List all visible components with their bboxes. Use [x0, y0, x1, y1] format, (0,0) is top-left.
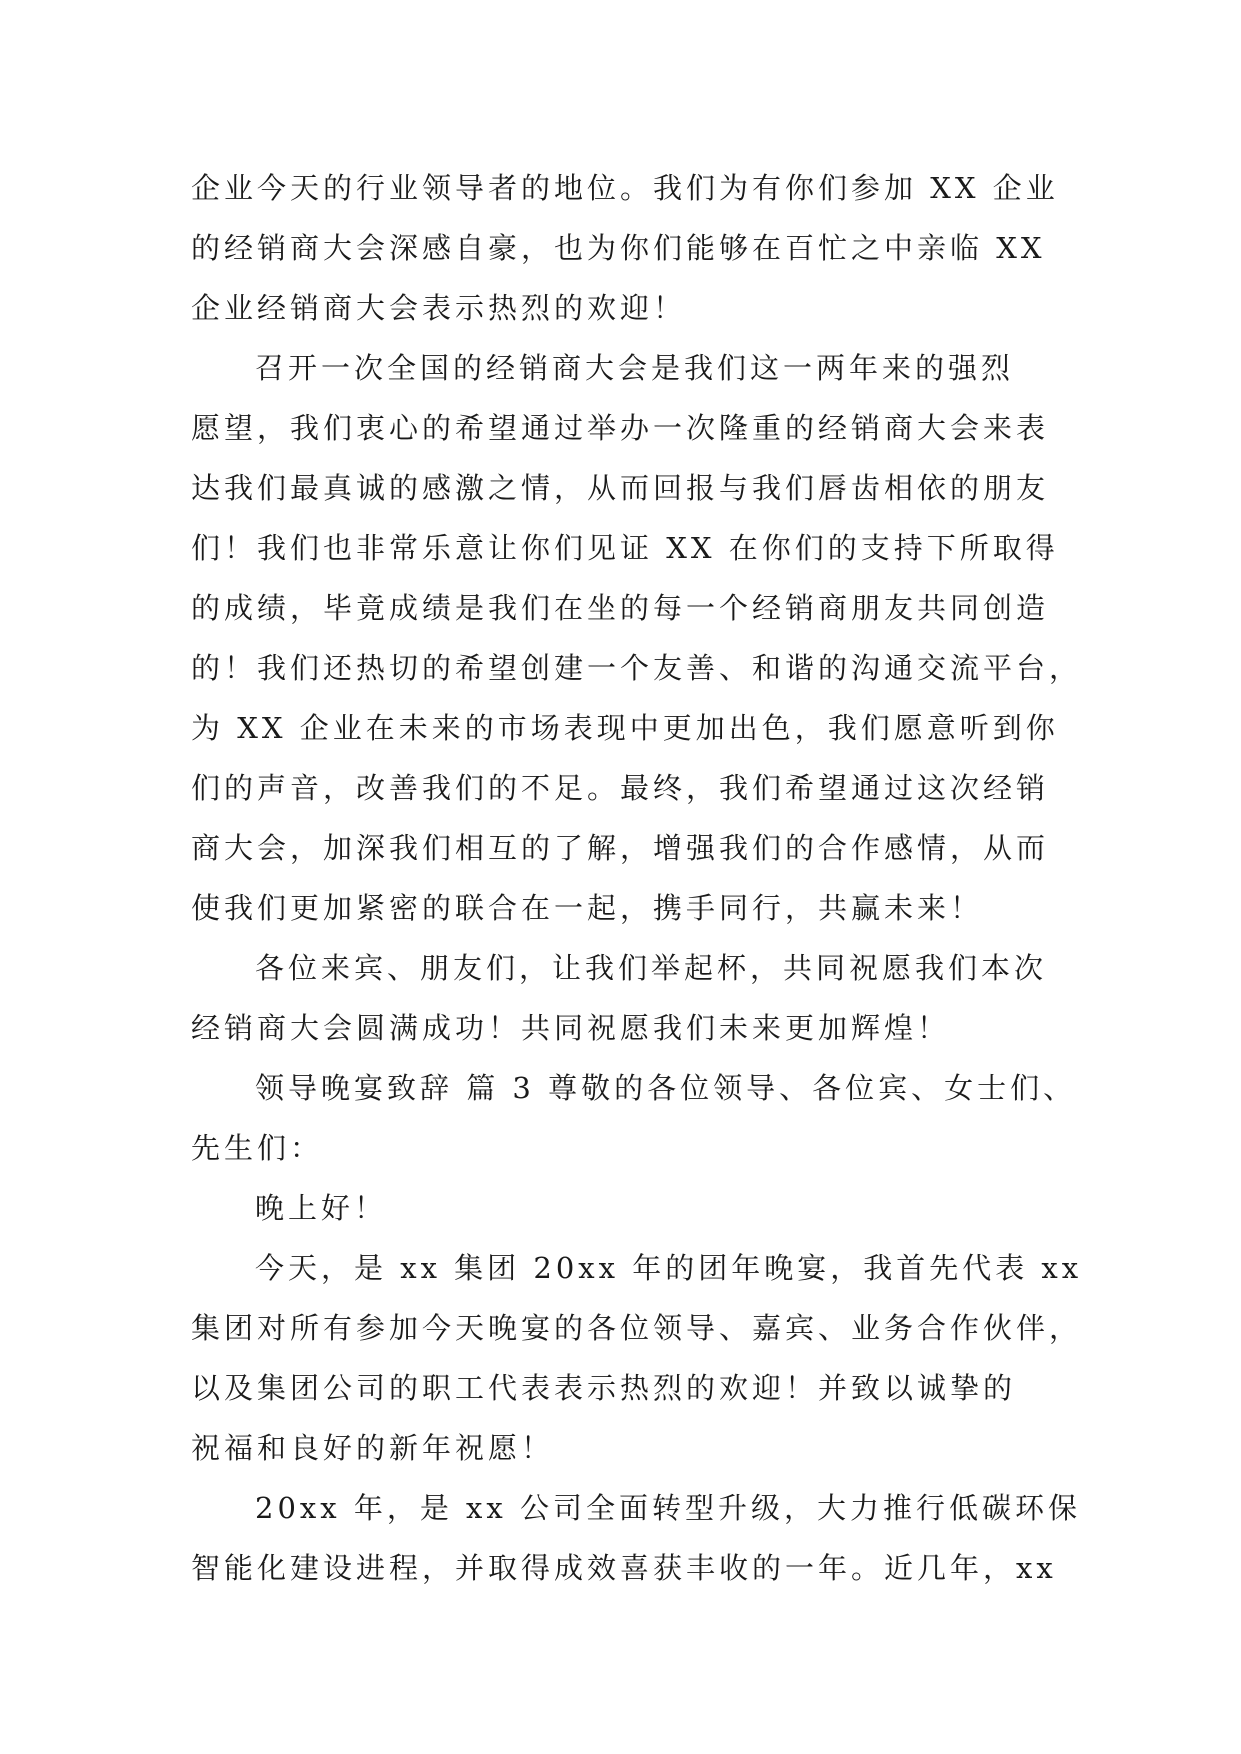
text-line: 的成绩，毕竟成绩是我们在坐的每一个经销商朋友共同创造: [191, 591, 1050, 625]
text-line: 集团对所有参加今天晚宴的各位领导、嘉宾、业务合作伙伴，: [191, 1311, 1083, 1345]
text-line: 的经销商大会深感自豪，也为你们能够在百忙之中亲临 XX: [191, 231, 1046, 265]
text-line: 们的声音，改善我们的不足。最终，我们希望通过这次经销: [191, 771, 1050, 805]
text-line: 20xx 年，是 xx 公司全面转型升级，大力推行低碳环保: [255, 1491, 1081, 1525]
text-line: 为 XX 企业在未来的市场表现中更加出色，我们愿意听到你: [191, 711, 1059, 745]
text-line: 领导晚宴致辞 篇 3 尊敬的各位领导、各位宾、女士们、: [255, 1071, 1077, 1105]
text-line: 智能化建设进程，并取得成效喜获丰收的一年。近几年，xx: [191, 1551, 1057, 1585]
text-line: 的！我们还热切的希望创建一个友善、和谐的沟通交流平台，: [191, 651, 1083, 685]
document-body: [191, 158, 1091, 1598]
text-line: 企业经销商大会表示热烈的欢迎！: [191, 291, 687, 325]
text-line: 愿望，我们衷心的希望通过举办一次隆重的经销商大会来表: [191, 411, 1050, 445]
text-line: 召开一次全国的经销商大会是我们这一两年来的强烈: [255, 351, 1015, 385]
text-line: 达我们最真诚的感激之情，从而回报与我们唇齿相依的朋友: [191, 471, 1050, 505]
text-line: 经销商大会圆满成功！共同祝愿我们未来更加辉煌！: [191, 1011, 951, 1045]
text-line: 祝福和良好的新年祝愿！: [191, 1431, 555, 1465]
text-line: 企业今天的行业领导者的地位。我们为有你们参加 XX 企业: [191, 171, 1059, 205]
text-line: 晚上好！: [255, 1191, 388, 1225]
text-line: 商大会，加深我们相互的了解，增强我们的合作感情，从而: [191, 831, 1050, 865]
text-line: 使我们更加紧密的联合在一起，携手同行，共赢未来！: [191, 891, 984, 925]
text-line: 先生们：: [191, 1131, 324, 1165]
text-line: 以及集团公司的职工代表表示热烈的欢迎！并致以诚挚的: [191, 1371, 1017, 1405]
text-line: 各位来宾、朋友们，让我们举起杯，共同祝愿我们本次: [255, 951, 1048, 985]
text-line: 今天，是 xx 集团 20xx 年的团年晚宴，我首先代表 xx: [255, 1251, 1083, 1285]
text-line: 们！我们也非常乐意让你们见证 XX 在你们的支持下所取得: [191, 531, 1059, 565]
